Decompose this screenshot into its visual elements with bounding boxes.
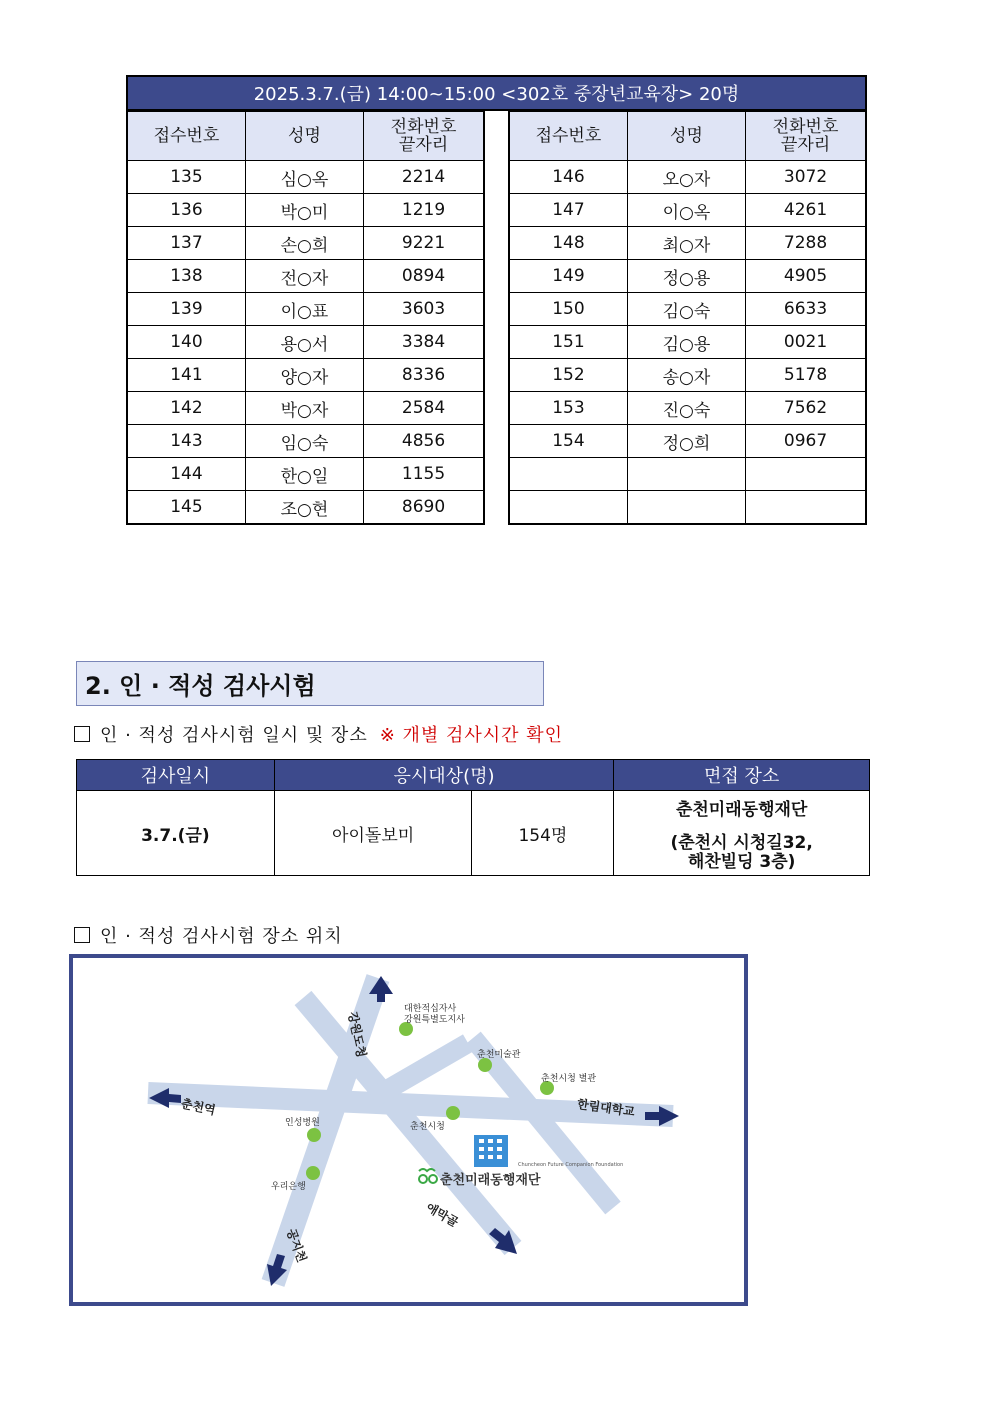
table-row (509, 392, 866, 425)
venue-address-line1: (춘천시 시청길32, (670, 832, 813, 853)
cell-name: 이○옥 (627, 194, 745, 227)
cell-name: 김○용 (627, 326, 745, 359)
header-phone-line2: 끝자리 (780, 135, 831, 155)
exam-table (76, 759, 870, 876)
cell-id: 142 (127, 392, 245, 425)
cell-name: 정○희 (627, 425, 745, 458)
exam-header-date: 검사일시 (77, 760, 275, 791)
cell-phone (746, 491, 866, 525)
cell-id: 138 (127, 260, 245, 293)
cell-name (627, 491, 745, 525)
road-label-station: 춘천역 (179, 1096, 217, 1118)
marker-art-museum (478, 1058, 492, 1072)
cell-phone: 9221 (364, 227, 484, 260)
cell-phone: 3384 (364, 326, 484, 359)
cell-phone: 4905 (746, 260, 866, 293)
cell-name: 손○희 (245, 227, 363, 260)
header-id: 접수번호 (127, 112, 245, 161)
cell-id: 150 (509, 293, 627, 326)
cell-phone: 0021 (746, 326, 866, 359)
venue-name: 춘천미래동행재단 (675, 799, 808, 820)
venue-address-line2: 해찬빌딩 3층) (687, 851, 796, 872)
cell-id: 140 (127, 326, 245, 359)
cell-name: 송○자 (627, 359, 745, 392)
table-row (127, 293, 484, 326)
header-name: 성명 (245, 112, 363, 161)
cell-id: 152 (509, 359, 627, 392)
foundation-english-name: Chuncheon Future Companion Foundation (518, 1162, 624, 1168)
cell-name: 양○자 (245, 359, 363, 392)
applicant-table-right (508, 111, 867, 525)
table-row (127, 227, 484, 260)
table-row (127, 392, 484, 425)
header-phone (364, 112, 484, 161)
place-label-red-cross-1: 대한적십자사 (404, 1004, 457, 1014)
cell-name (627, 458, 745, 491)
building-icon (474, 1135, 508, 1167)
cell-name: 박○미 (245, 194, 363, 227)
section-heading: 2. 인 · 적성 검사시험 (76, 661, 544, 706)
table-row (509, 227, 866, 260)
cell-phone: 1155 (364, 458, 484, 491)
cell-phone: 4261 (746, 194, 866, 227)
cell-id (509, 458, 627, 491)
location-line (74, 922, 343, 948)
cell-name: 이○표 (245, 293, 363, 326)
venue-address (614, 834, 869, 872)
cell-phone: 7562 (746, 392, 866, 425)
schedule-title: 2025.3.7.(금) 14:00~15:00 <302호 중장년교육장> 20명 (126, 75, 867, 111)
checkbox-square-icon (74, 927, 90, 943)
table-row (127, 458, 484, 491)
exam-count: 154명 (472, 791, 614, 876)
datetime-line-text: 인 · 적성 검사시험 일시 및 장소 (100, 725, 368, 746)
foundation-logo-icon (419, 1169, 437, 1183)
cell-name: 김○숙 (627, 293, 745, 326)
cell-id: 136 (127, 194, 245, 227)
cell-id: 149 (509, 260, 627, 293)
cell-id (509, 491, 627, 525)
cell-id: 153 (509, 392, 627, 425)
table-row (509, 293, 866, 326)
cell-name: 임○숙 (245, 425, 363, 458)
cell-id: 139 (127, 293, 245, 326)
cell-id: 135 (127, 161, 245, 194)
applicant-table-left (126, 111, 485, 525)
datetime-note: ※ 개별 검사시간 확인 (379, 725, 564, 746)
building-windows (479, 1139, 502, 1159)
cell-id: 154 (509, 425, 627, 458)
table-row (509, 194, 866, 227)
cell-id: 147 (509, 194, 627, 227)
cell-phone (746, 458, 866, 491)
checkbox-square-icon (74, 726, 90, 742)
cell-name: 박○자 (245, 392, 363, 425)
cell-phone: 2584 (364, 392, 484, 425)
cell-phone: 5178 (746, 359, 866, 392)
cell-phone: 6633 (746, 293, 866, 326)
cell-name: 오○자 (627, 161, 745, 194)
cell-name: 한○일 (245, 458, 363, 491)
cell-id: 151 (509, 326, 627, 359)
cell-name: 용○서 (245, 326, 363, 359)
place-label-red-cross-2: 강원특별도지사 (404, 1015, 465, 1025)
cell-id: 144 (127, 458, 245, 491)
table-row (127, 161, 484, 194)
location-map (69, 954, 748, 1306)
table-row (509, 326, 866, 359)
table-row (77, 791, 870, 876)
location-line-text: 인 · 적성 검사시험 장소 위치 (100, 926, 343, 947)
exam-header-target: 응시대상(명) (274, 760, 614, 791)
cell-id: 146 (509, 161, 627, 194)
table-row (127, 359, 484, 392)
place-label-bank: 우리은행 (271, 1182, 306, 1192)
place-label-hospital: 인성병원 (285, 1118, 320, 1128)
applicant-schedule (126, 75, 867, 525)
cell-id: 143 (127, 425, 245, 458)
table-row (127, 425, 484, 458)
cell-phone: 0894 (364, 260, 484, 293)
exam-target: 아이돌보미 (274, 791, 472, 876)
cell-id: 145 (127, 491, 245, 525)
place-label-art-museum: 춘천미술관 (477, 1050, 521, 1060)
cell-phone: 4856 (364, 425, 484, 458)
cell-phone: 8690 (364, 491, 484, 525)
datetime-line (74, 721, 563, 747)
exam-header-venue: 면접 장소 (614, 760, 870, 791)
table-row-empty (509, 458, 866, 491)
exam-date: 3.7.(금) (77, 791, 275, 876)
cell-name: 조○현 (245, 491, 363, 525)
road-label-gangwon: 강원도청 (345, 1010, 369, 1059)
cell-phone: 7288 (746, 227, 866, 260)
cell-name: 심○옥 (245, 161, 363, 194)
cell-phone: 8336 (364, 359, 484, 392)
foundation-name: 춘천미래동행재단 (440, 1173, 541, 1188)
marker-bank (306, 1166, 320, 1180)
road-label-hallym: 한림대학교 (576, 1097, 636, 1119)
cell-name: 전○자 (245, 260, 363, 293)
cell-name: 정○용 (627, 260, 745, 293)
table-row (509, 425, 866, 458)
header-name: 성명 (627, 112, 745, 161)
cell-phone: 3072 (746, 161, 866, 194)
cell-name: 진○숙 (627, 392, 745, 425)
road-label-gongji: 공지천 (283, 1226, 310, 1265)
table-row-empty (509, 491, 866, 525)
cell-phone: 3603 (364, 293, 484, 326)
marker-city-hall (446, 1106, 460, 1120)
header-phone-line1: 전화번호 (390, 117, 457, 137)
place-label-annex: 춘천시청 별관 (541, 1074, 597, 1084)
exam-venue (614, 791, 870, 876)
table-row (127, 260, 484, 293)
table-row (127, 194, 484, 227)
cell-phone: 2214 (364, 161, 484, 194)
road-connector-north (373, 1043, 468, 1098)
header-phone-line1: 전화번호 (772, 117, 839, 137)
header-phone (746, 112, 866, 161)
header-phone-line2: 끝자리 (398, 135, 449, 155)
cell-id: 141 (127, 359, 245, 392)
cell-phone: 0967 (746, 425, 866, 458)
table-row (509, 161, 866, 194)
cell-phone: 1219 (364, 194, 484, 227)
table-row (509, 260, 866, 293)
cell-id: 148 (509, 227, 627, 260)
table-row (509, 359, 866, 392)
cell-id: 137 (127, 227, 245, 260)
table-row (127, 491, 484, 525)
marker-hospital (307, 1128, 321, 1142)
cell-name: 최○자 (627, 227, 745, 260)
header-id: 접수번호 (509, 112, 627, 161)
place-label-city-hall: 춘천시청 (410, 1122, 445, 1132)
table-row (127, 326, 484, 359)
road-label-aemakgol: 애막골 (423, 1200, 461, 1230)
